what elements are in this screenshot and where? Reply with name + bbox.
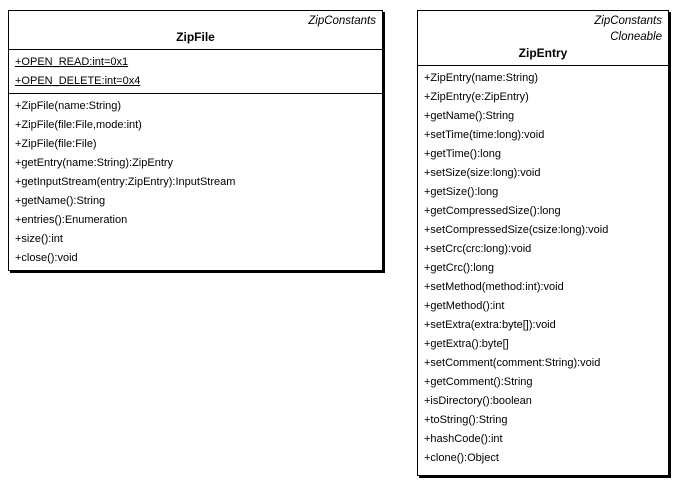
method-row: +getCrc():long (424, 262, 495, 274)
class-box-zipentry[interactable] (417, 10, 669, 476)
methods-compartment-zipfile (9, 93, 382, 270)
method-row: +ZipEntry(name:String) (424, 72, 539, 84)
methods-compartment-zipentry (418, 65, 668, 470)
class-header-zipfile (9, 11, 382, 49)
method-row: +getSize():long (424, 186, 499, 198)
field-row: +OPEN_READ:int=0x1 (15, 56, 129, 68)
method-row: +getComment():String (424, 376, 533, 388)
method-row: +clone():Object (424, 452, 499, 464)
method-row: +getCompressedSize():long (424, 205, 561, 217)
method-row: +toString():String (424, 414, 508, 426)
method-row: +getEntry(name:String):ZipEntry (15, 157, 174, 169)
fields-compartment-zipfile (9, 49, 382, 93)
class-name-zipentry: ZipEntry (518, 46, 568, 60)
method-row: +setComment(comment:String):void (424, 357, 601, 369)
stereotype-label: ZipConstants (308, 15, 376, 27)
field-row: +OPEN_DELETE:int=0x4 (15, 75, 141, 87)
method-row: +hashCode():int (424, 433, 503, 445)
method-row: +setCrc(crc:long):void (424, 243, 532, 255)
stereotype-list (15, 13, 376, 29)
method-row: +setExtra(extra:byte[]):void (424, 319, 556, 331)
method-row: +setMethod(method:int):void (424, 281, 564, 293)
method-row: +getInputStream(entry:ZipEntry):InputStream (15, 176, 236, 188)
method-row: +getName():String (15, 195, 106, 207)
stereotype-label: ZipConstants (594, 15, 662, 27)
method-row: +close():void (15, 252, 78, 264)
method-row: +setCompressedSize(csize:long):void (424, 224, 609, 236)
method-row: +getTime():long (424, 148, 501, 160)
method-row: +ZipFile(file:File,mode:int) (15, 119, 142, 131)
method-row: +ZipEntry(e:ZipEntry) (424, 91, 529, 103)
method-row: +ZipFile(name:String) (15, 100, 122, 112)
class-name-zipfile: ZipFile (176, 30, 215, 44)
method-row: +ZipFile(file:File) (15, 138, 97, 150)
method-row: +getExtra():byte[] (424, 338, 509, 350)
method-row: +setTime(time:long):void (424, 129, 545, 141)
class-header-zipentry (418, 11, 668, 65)
method-row: +size():int (15, 233, 63, 245)
stereotype-label: Cloneable (610, 31, 662, 43)
stereotype-list (424, 13, 662, 45)
class-box-zipfile[interactable] (8, 10, 383, 271)
method-row: +isDirectory():boolean (424, 395, 532, 407)
method-row: +setSize(size:long):void (424, 167, 541, 179)
method-row: +getName():String (424, 110, 515, 122)
method-row: +entries():Enumeration (15, 214, 128, 226)
method-row: +getMethod():int (424, 300, 505, 312)
